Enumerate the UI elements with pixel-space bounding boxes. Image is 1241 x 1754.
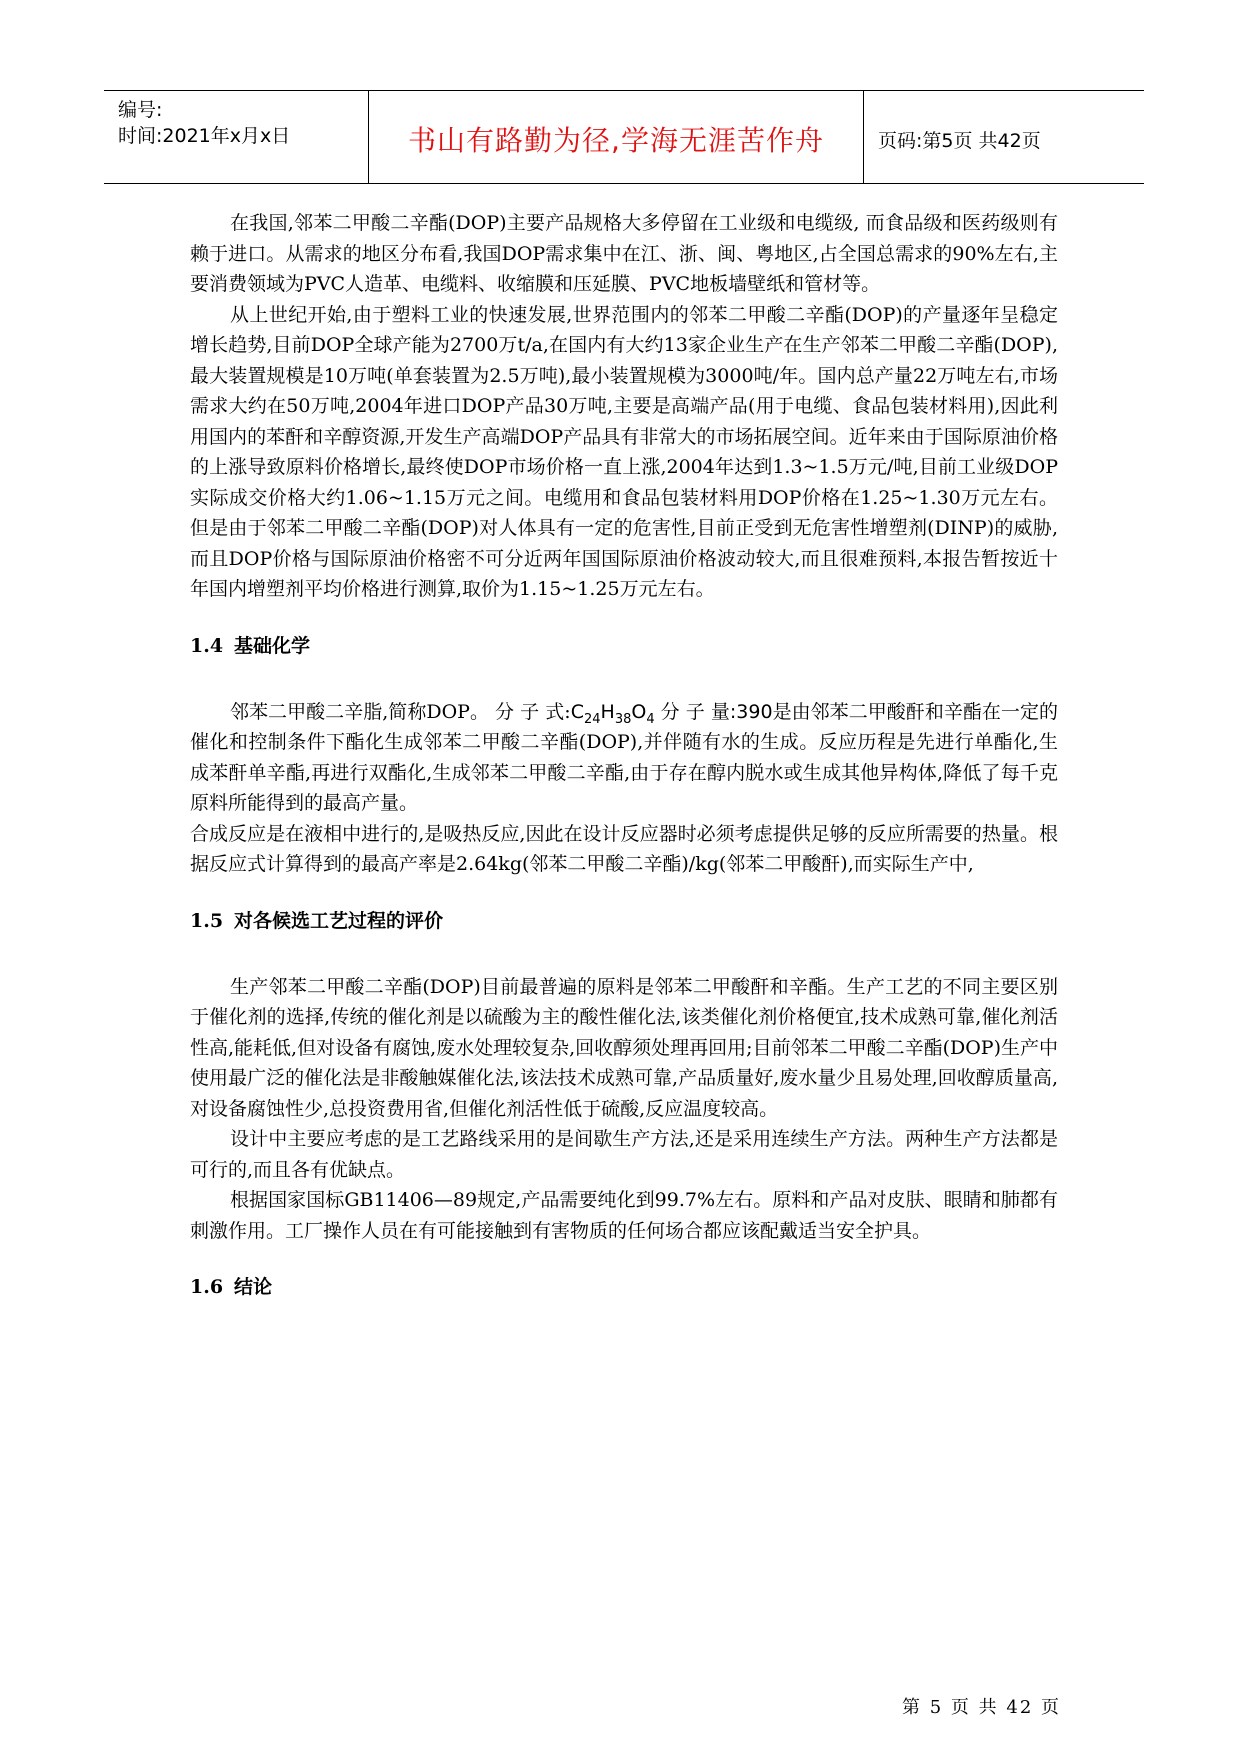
formula-c: C [570,700,584,723]
spacer [190,605,1058,631]
section-heading-1-6 [190,1272,1058,1302]
section-title: 对各候选工艺过程的评价 [234,909,444,932]
document-time-label: 时间:2021年x月x日 [118,125,291,147]
spacer [190,1246,1058,1272]
molecular-formula [570,700,655,727]
formula-c-sub: 24 [583,711,601,727]
header-motto: 书山有路勤为径,学海无涯苦作舟 [408,124,824,157]
paragraph-synthesis-reaction: 合成反应是在液相中进行的,是吸热反应,因此在设计反应器时必须考虑提供足够的反应所需要的热量。根据反应式计算得到的最高产率是2.64kg(邻苯二甲酸二辛酯)/kg(邻苯二甲酸酐),而实际生产中, [190,822,1058,875]
paragraph-dop-domestic: 在我国,邻苯二甲酸二辛酯(DOP)主要产品规格大多停留在工业级和电缆级, 而食品级和医药级则有赖于进口。从需求的地区分布看,我国DOP需求集中在江、浙、闽、粤地区,占全国总需求的90%左右,主要消费领域为PVC人造革、电缆料、收缩膜和压延膜、PVC地板墙壁纸和管材等。 [190,212,1058,295]
formula-o-sub: 4 [646,711,655,727]
page-header [104,90,1144,184]
paragraph-batch-vs-continuous: 设计中主要应考虑的是工艺路线采用的是间歇生产方法,还是采用连续生产方法。两种生产方法都是可行的,而且各有优缺点。 [190,1128,1058,1181]
formula-o: O [631,700,647,723]
formula-h: H [600,700,615,723]
header-page-label: 页码:第5页 共42页 [878,130,1041,152]
paragraph-dop-market: 从上世纪开始,由于塑料工业的快速发展,世界范围内的邻苯二甲酸二辛酯(DOP)的产量逐年呈稳定增长趋势,目前DOP全球产能为2700万t/a,在国内有大约13家企业生产在生产邻苯二甲酸二辛酯(DOP),最大装置规模是10万吨(单套装置为2.5万吨),最小装置规模为3000吨/年。国内总产量22万吨左右,市场需求大约在50万吨,2004年进口DOP产品30万吨,主要是高端产品(用于电缆、食品包装材料用),因此利用国内的苯酐和辛醇资源,开发生产高端DOP产品具有非常大的市场拓展空间。近年来由于国际原油价格的上涨导致原料价格增长,最终使DOP市场价格一直上涨,2004年达到1.3~1.5万元/吨,目前工业级DOP实际成交价格大约1.06~1.15万元之间。电缆用和食品包装材料用DOP价格在1.25~1.30万元左右。但是由于邻苯二甲酸二辛酯(DOP)对人体具有一定的危害性,目前正受到无危害性增塑剂(DINP)的威胁,而且DOP价格与国际原油价格密不可分近两年国国际原油价格波动较大,而且很难预料,本报告暂按近十年国内增塑剂平均价格进行测算,取价为1.15~1.25万元左右。 [190,303,1058,600]
spacer [190,936,1058,972]
section-number: 1.5 [190,909,224,932]
section-heading-1-4 [190,631,1058,661]
section-title: 结论 [234,1276,273,1298]
molecular-weight-text: 分 子 量:390 [654,700,773,723]
section-number: 1.4 [190,634,224,657]
document-number-label: 编号: [118,99,163,121]
header-left-cell [104,91,369,183]
section-heading-1-5 [190,906,1058,936]
paragraph-process-evaluation: 生产邻苯二甲酸二辛酯(DOP)目前最普遍的原料是邻苯二甲酸酐和辛酯。生产工艺的不同主要区别于催化剂的选择,传统的催化剂是以硫酸为主的酸性催化法,该类催化剂价格便宜,技术成熟可靠,催化剂活性高,能耗低,但对设备有腐蚀,废水处理较复杂,回收醇须处理再回用;目前邻苯二甲酸二辛酯(DOP)生产中使用最广泛的催化法是非酸触媒催化法,该法技术成熟可靠,产品质量好,废水量少且易处理,回收醇质量高,对设备腐蚀性少,总投资费用省,但催化剂活性低于硫酸,反应温度较高。 [190,975,1058,1120]
document-body [190,208,1058,1302]
section-number: 1.6 [190,1276,224,1298]
paragraph-national-standard: 根据国家国标GB11406—89规定,产品需要纯化到99.7%左右。原料和产品对皮肤、眼睛和肺都有刺激作用。工厂操作人员在有可能接触到有害物质的任何场合都应该配戴适当安全护具。 [190,1189,1058,1242]
formula-h-sub: 38 [614,711,632,727]
section-title: 基础化学 [234,634,311,657]
header-right-cell [864,91,1144,183]
spacer [190,661,1058,697]
reaction-description-text: 是由邻苯二甲酸酐和辛酯在一定的催化和控制条件下酯化生成邻苯二甲酸二辛酯(DOP),并伴随有水的生成。反应历程是先进行单酯化,生成苯酐单辛酯,再进行双酯化,生成邻苯二甲酸二辛酯,由于存在醇内脱水或生成其他异构体,降低了每千克原料所能得到的最高产量。 [190,700,1058,814]
page-footer: 第 5 页 共 42 页 [902,1697,1061,1718]
formula-intro-text: 邻苯二甲酸二辛脂,简称DOP。 分 子 式: [230,700,571,723]
spacer [190,880,1058,906]
header-motto-cell [369,91,864,183]
paragraph-basic-chemistry [190,697,1058,819]
